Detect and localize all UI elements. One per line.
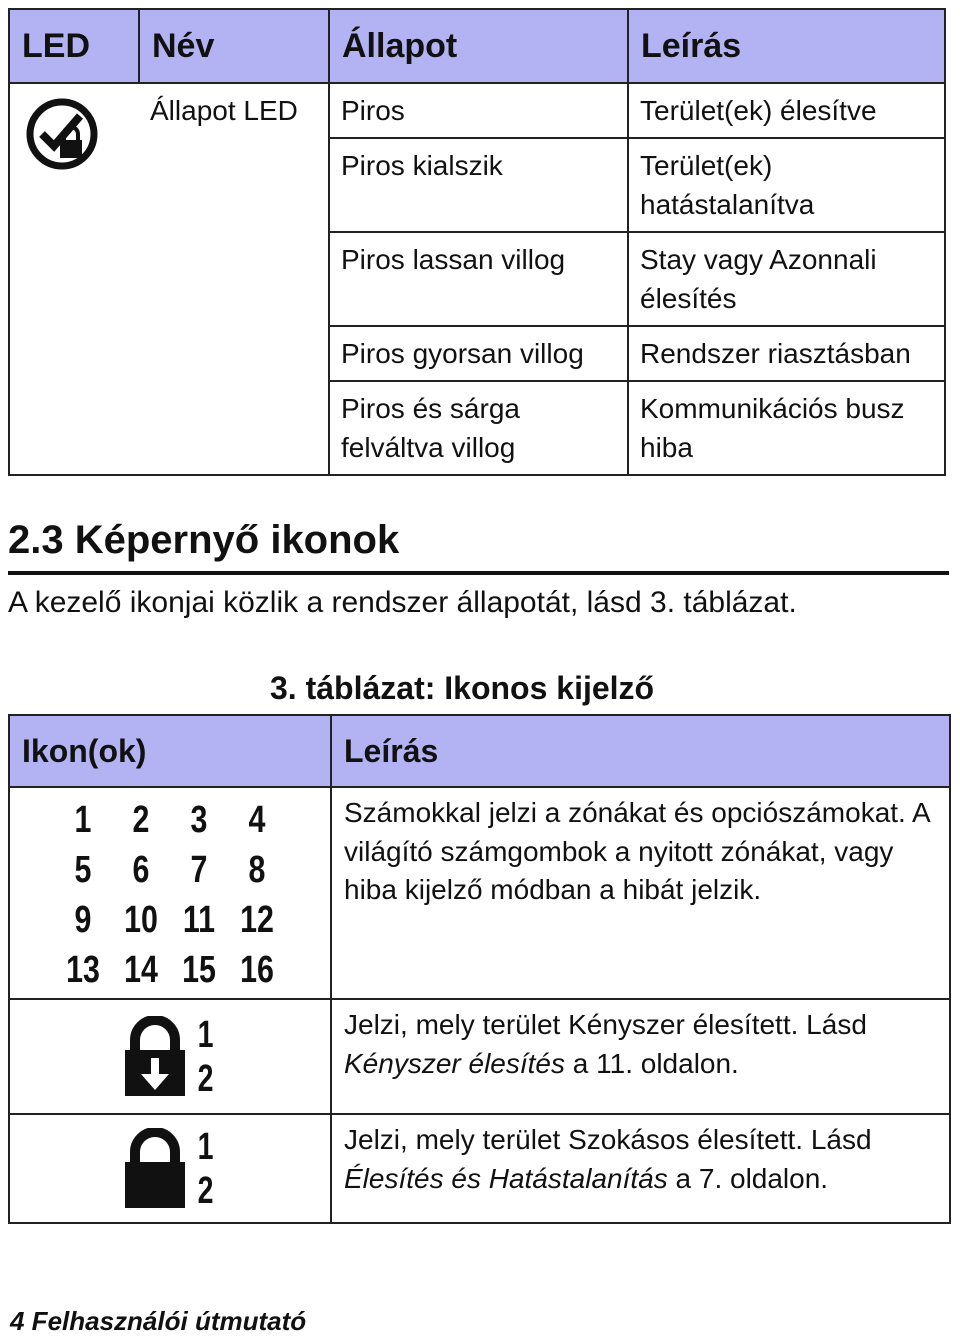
table-caption: 3. táblázat: Ikonos kijelző <box>270 670 655 706</box>
header-icons: Ikon(ok) <box>9 715 331 787</box>
desc-cell: Stay vagy Azonnali élesítés <box>628 232 945 326</box>
header-description: Leírás <box>628 9 945 83</box>
zone-number-icon: 13 <box>66 949 100 991</box>
lock-icon <box>123 1128 187 1210</box>
led-name: Állapot LED <box>139 83 329 475</box>
lock-down-arrow-icon <box>123 1016 187 1098</box>
desc-cell: Kommunikációs busz hiba <box>628 381 945 475</box>
area-number: 1 <box>198 1013 214 1056</box>
header-name: Név <box>139 9 329 83</box>
led-status-table <box>8 8 946 476</box>
zone-number-icon: 5 <box>74 849 92 891</box>
zone-number-icons <box>54 797 286 993</box>
zone-number-icon: 10 <box>124 899 158 941</box>
header-description: Leírás <box>331 715 950 787</box>
desc-tail: a 7. oldalon. <box>667 1162 829 1194</box>
zone-number-icon: 3 <box>190 799 208 841</box>
table-header-row <box>9 715 950 787</box>
state-cell: Piros és sárga felváltva villog <box>329 381 628 475</box>
zone-number-icon: 12 <box>240 899 274 941</box>
zone-number-icon: 15 <box>182 949 216 991</box>
table-row <box>9 83 945 138</box>
zone-number-icon: 2 <box>132 799 150 841</box>
zone-number-icon: 8 <box>248 849 266 891</box>
desc-cell: Rendszer riasztásban <box>628 326 945 381</box>
table-header-row <box>9 9 945 83</box>
desc-cell: Terület(ek) élesítve <box>628 83 945 138</box>
zone-number-icon: 4 <box>248 799 266 841</box>
desc-text: Jelzi, mely terület Szokásos élesített. Lásd <box>344 1124 872 1155</box>
normal-arm-icon-cell <box>9 1114 331 1223</box>
page-footer: 4 Felhasználói útmutató <box>10 1306 307 1336</box>
status-led-icon <box>24 96 100 172</box>
section-body: A kezelő ikonjai közlik a rendszer állapotát, lásd 3. táblázat. <box>8 586 797 619</box>
state-cell: Piros <box>329 83 628 138</box>
zone-number-icon: 9 <box>74 899 92 941</box>
zone-numbers-cell <box>9 787 331 999</box>
desc-cell <box>331 1114 950 1223</box>
led-icon-cell <box>9 83 139 475</box>
state-cell: Piros lassan villog <box>329 232 628 326</box>
area-number: 1 <box>198 1125 214 1168</box>
header-led: LED <box>9 9 139 83</box>
desc-text: Jelzi, mely terület Kényszer élesített. Lásd <box>344 1009 867 1040</box>
force-arm-icon-cell <box>9 999 331 1114</box>
zone-number-icon: 6 <box>132 849 150 891</box>
table-row <box>9 1114 950 1223</box>
area-number: 2 <box>198 1057 214 1100</box>
zone-number-icon: 16 <box>240 949 274 991</box>
table-row <box>9 999 950 1114</box>
zone-number-icon: 1 <box>74 799 92 841</box>
desc-reference: Élesítés és Hatástalanítás <box>344 1162 668 1194</box>
desc-cell <box>331 999 950 1114</box>
state-cell: Piros gyorsan villog <box>329 326 628 381</box>
desc-cell: Számokkal jelzi a zónákat és opciószámokat. A világító számgombok a nyitott zónákat, vagy hiba kijelző módban a hibát jelzik. <box>331 787 950 999</box>
zone-number-icon: 7 <box>190 849 208 891</box>
desc-tail: a 11. oldalon. <box>565 1047 739 1079</box>
area-number: 2 <box>198 1169 214 1212</box>
state-cell: Piros kialszik <box>329 138 628 232</box>
area-numbers <box>195 1125 216 1213</box>
section-title: 2.3 Képernyő ikonok <box>8 518 400 562</box>
zone-number-icon: 11 <box>182 899 216 941</box>
desc-cell: Terület(ek) hatástalanítva <box>628 138 945 232</box>
zone-number-icon: 14 <box>124 949 158 991</box>
icon-display-table <box>8 714 951 1224</box>
area-numbers <box>195 1013 216 1101</box>
table-row <box>9 787 950 999</box>
section-rule <box>8 571 949 575</box>
desc-reference: Kényszer élesítés <box>344 1047 565 1079</box>
header-state: Állapot <box>329 9 628 83</box>
